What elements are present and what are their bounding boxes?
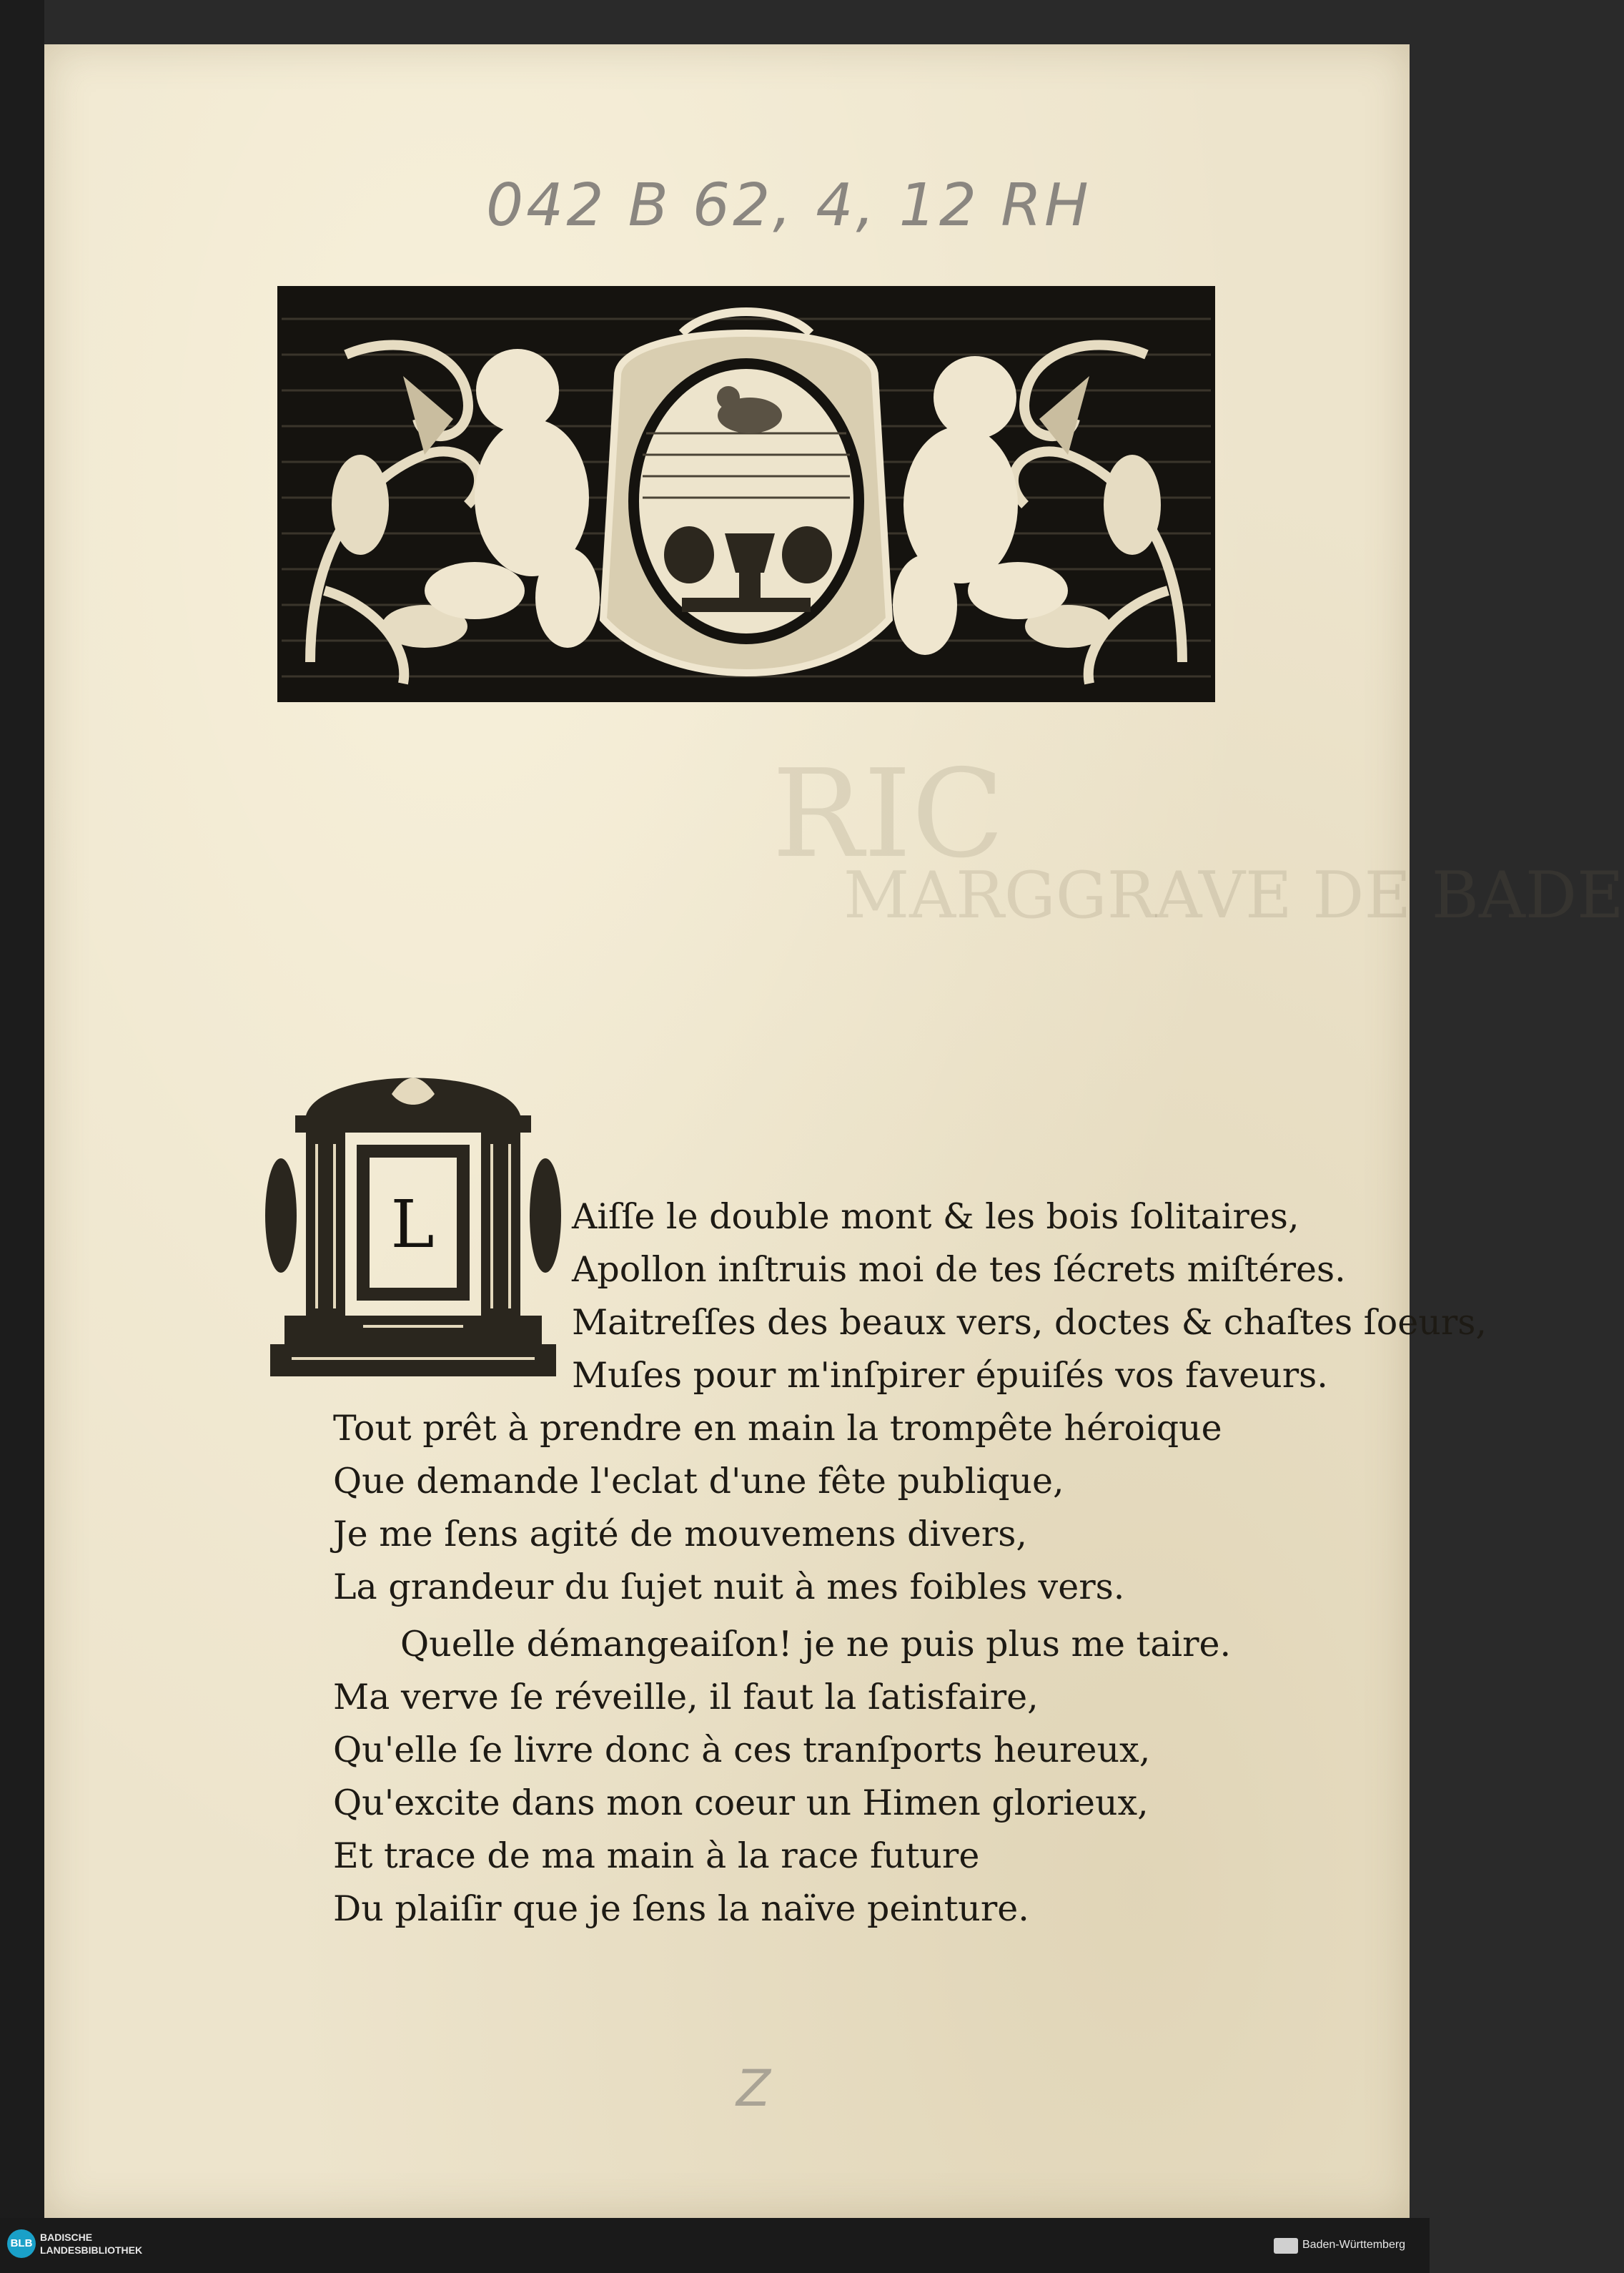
footer-bar [0, 2218, 1430, 2273]
verse-line: Qu'excite dans mon coeur un Himen glorieux, [333, 1783, 1149, 1823]
ornamental-headpiece [277, 286, 1215, 702]
initial-letter: L [390, 1186, 435, 1263]
binding-edge [0, 0, 44, 2273]
verse-line: Qu'elle ſe livre donc à ces tranſports heureux, [333, 1730, 1151, 1770]
verse-line: Maitreſſes des beaux vers, doctes & chaſtes ſoeurs, [572, 1302, 1487, 1343]
library-name-line: BADISCHE [40, 2232, 93, 2243]
showthrough-text: MARGGRAVE DE BADE [843, 858, 1624, 933]
verse-line: La grandeur du ſujet nuit à mes foibles vers. [333, 1567, 1125, 1607]
verse-line: Je me ſens agité de mouvemens divers, [333, 1514, 1027, 1554]
handwritten-shelfmark: 042 B 62, 4, 12 RH [486, 172, 1091, 240]
decorated-initial [263, 1051, 563, 1380]
state-name: Baden-Württemberg [1302, 2239, 1406, 2251]
library-name [40, 2231, 142, 2257]
pencil-mark: Z [736, 2059, 771, 2118]
showthrough-text: RIC [772, 744, 1005, 885]
verse-line: Muſes pour m'inſpirer épuiſés vos faveurs. [572, 1355, 1328, 1396]
blb-logo-icon: BLB [7, 2229, 36, 2258]
state-crest-icon [1274, 2238, 1298, 2254]
verse-line: Et trace de ma main à la race future [333, 1835, 980, 1876]
library-name-line: LANDESBIBLIOTHEK [40, 2244, 143, 2256]
verse-line: Quelle démangeaiſon! je ne puis plus me taire. [400, 1624, 1232, 1665]
verse-line: Apollon inſtruis moi de tes ſécrets miſtéres. [572, 1249, 1346, 1290]
verse-line: Aiſſe le double mont & les bois ſolitaires, [572, 1196, 1299, 1237]
verse-line: Que demande l'eclat d'une fête publique, [333, 1461, 1064, 1502]
verse-line: Du plaiſir que je ſens la naïve peinture. [333, 1888, 1029, 1929]
verse-line: Ma verve ſe réveille, il faut la ſatisfaire, [333, 1677, 1039, 1717]
verse-line: Tout prêt à prendre en main la trompête héroique [333, 1408, 1222, 1449]
